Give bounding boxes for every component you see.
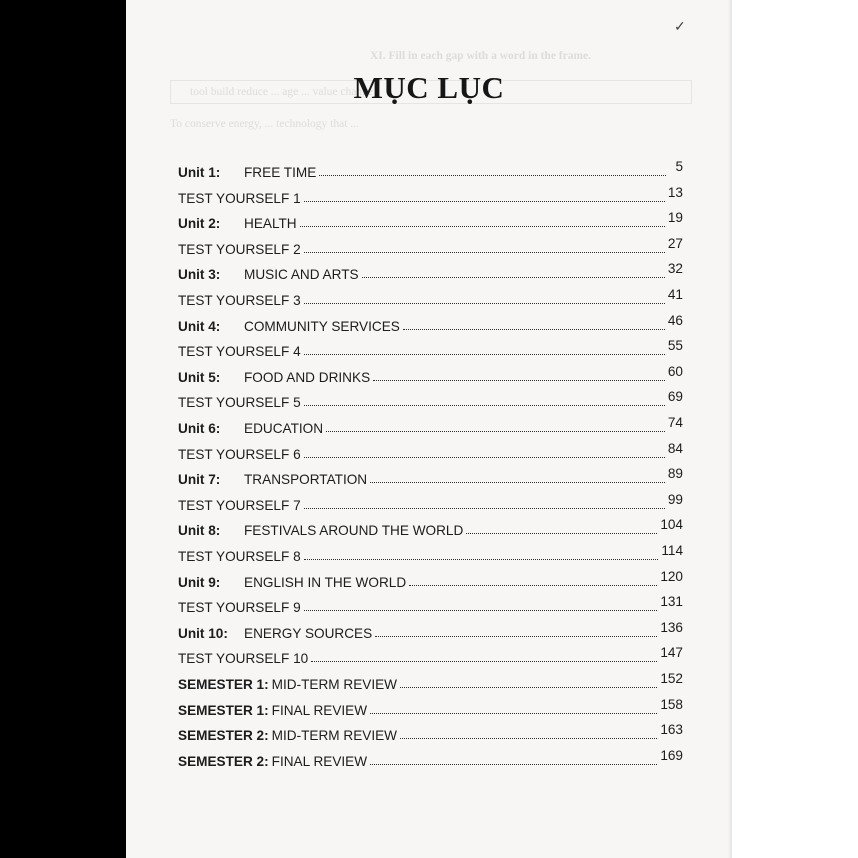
dot-leader: [326, 431, 665, 432]
toc-entry-page-number: 147: [660, 645, 683, 661]
toc-entry-label: Unit 9:: [178, 574, 221, 590]
toc-entry-unit: [178, 209, 683, 231]
toc-entry-label: Unit 6:: [178, 421, 221, 436]
dot-leader: [375, 636, 657, 637]
toc-entry-title: MID-TERM REVIEW: [271, 677, 398, 692]
toc-entry-page-number: 46: [667, 312, 683, 328]
toc-entry-semester: [178, 696, 683, 718]
toc-entry-unit: [178, 465, 683, 487]
toc-entry-page-number: 114: [661, 543, 683, 558]
bleed-through-word-bank: tool build reduce ... age ... value change: [190, 86, 373, 98]
toc-entry-page-number: 5: [675, 159, 683, 174]
toc-entry-page-number: 41: [667, 287, 683, 302]
scan-left-border: [0, 0, 126, 858]
toc-entry-title: FREE TIME: [244, 165, 317, 180]
dot-leader: [304, 354, 665, 355]
dot-leader: [304, 559, 659, 560]
dot-leader: [466, 533, 657, 534]
toc-entry-title: FOOD AND DRINKS: [244, 369, 371, 385]
toc-entry-page-number: 55: [667, 338, 683, 354]
dot-leader: [362, 277, 665, 278]
dot-leader: [304, 303, 665, 304]
toc-entry-test: [178, 593, 683, 615]
dot-leader: [400, 687, 657, 688]
toc-entry-label: SEMESTER 1:: [178, 702, 269, 718]
page-title: MỤC LỤC: [353, 70, 505, 105]
toc-entry-page-number: 32: [667, 261, 683, 277]
toc-entry-label: Unit 8:: [178, 523, 221, 539]
toc-entry-label: Unit 1:: [178, 165, 221, 180]
toc-entry-page-number: 169: [660, 747, 683, 763]
toc-entry-unit: [178, 568, 683, 590]
toc-entry-page-number: 89: [667, 466, 683, 482]
toc-entry-label: Unit 10:: [178, 625, 228, 641]
toc-entry-test: [178, 337, 683, 359]
toc-entry-unit: [178, 619, 683, 641]
bleed-through-line: To conserve energy, ... technology that ...: [170, 118, 359, 130]
dot-leader: [409, 585, 657, 586]
toc-entry-title: ENGLISH IN THE WORLD: [244, 574, 407, 590]
toc-entry-title: TEST YOURSELF 5: [178, 395, 301, 411]
book-page: [126, 0, 732, 858]
toc-entry-title: ENERGY SOURCES: [244, 625, 373, 641]
toc-entry-page-number: 120: [660, 568, 683, 584]
toc-entry-test: [178, 286, 683, 308]
dot-leader: [400, 738, 657, 739]
toc-entry-title: TEST YOURSELF 2: [178, 241, 301, 257]
toc-entry-page-number: 131: [660, 594, 683, 610]
scan-right-background: [732, 0, 858, 858]
toc-entry-unit: [178, 363, 683, 385]
toc-entry-page-number: 69: [667, 389, 683, 405]
toc-entry-page-number: 99: [667, 491, 683, 507]
toc-entry-page-number: 13: [667, 184, 683, 200]
toc-entry-semester: [178, 721, 683, 743]
toc-entry-title: TEST YOURSELF 8: [178, 549, 301, 564]
dot-leader: [370, 713, 657, 714]
dot-leader: [403, 329, 665, 330]
toc-entry-test: [178, 440, 683, 462]
toc-entry-semester: [178, 747, 683, 769]
toc-entry-test: [178, 235, 683, 257]
dot-leader: [373, 380, 665, 381]
dot-leader: [319, 175, 666, 176]
toc-entry-page-number: 60: [667, 363, 683, 379]
toc-entry-page-number: 84: [667, 440, 683, 456]
toc-entry-title: TEST YOURSELF 1: [178, 190, 301, 206]
toc-entry-unit: [178, 516, 683, 538]
toc-entry-page-number: 163: [660, 722, 683, 738]
toc-entry-unit: [178, 414, 683, 436]
toc-entry-unit: [178, 312, 683, 334]
toc-entry-title: FESTIVALS AROUND THE WORLD: [244, 523, 464, 539]
dot-leader: [311, 661, 657, 662]
toc-entry-unit: [178, 158, 683, 180]
toc-entry-test: [178, 388, 683, 410]
toc-entry-test: [178, 184, 683, 206]
dot-leader: [304, 252, 665, 253]
toc-entry-title: TEST YOURSELF 3: [178, 293, 301, 308]
toc-entry-title: FINAL REVIEW: [271, 753, 368, 769]
toc-entry-label: Unit 5:: [178, 369, 221, 385]
toc-entry-title: MID-TERM REVIEW: [271, 728, 398, 744]
toc-entry-page-number: 74: [667, 415, 683, 430]
toc-entry-title: TEST YOURSELF 9: [178, 600, 301, 616]
toc-entry-page-number: 136: [660, 619, 683, 635]
toc-entry-label: Unit 2:: [178, 216, 221, 232]
dot-leader: [370, 482, 665, 483]
toc-entry-title: COMMUNITY SERVICES: [244, 318, 400, 334]
dot-leader: [304, 610, 658, 611]
toc-entry-title: EDUCATION: [244, 421, 324, 436]
toc-entry-title: TEST YOURSELF 6: [178, 446, 301, 462]
toc-entry-unit: [178, 260, 683, 282]
toc-entry-title: TEST YOURSELF 7: [178, 497, 301, 513]
toc-entry-label: SEMESTER 2:: [178, 728, 269, 744]
dot-leader: [304, 201, 665, 202]
toc-entry-title: HEALTH: [244, 216, 297, 232]
toc-entry-label: SEMESTER 1:: [178, 677, 269, 692]
toc-entry-page-number: 104: [660, 517, 683, 533]
toc-entry-page-number: 19: [667, 210, 683, 226]
toc-entry-title: TEST YOURSELF 4: [178, 344, 301, 360]
toc-entry-title: MUSIC AND ARTS: [244, 267, 359, 283]
toc-entry-page-number: 27: [667, 235, 683, 251]
bleed-through-heading: XI. Fill in each gap with a word in the frame.: [370, 50, 592, 62]
toc-entry-title: TEST YOURSELF 10: [178, 651, 309, 667]
toc-entry-semester: [178, 670, 683, 692]
toc-entry-title: FINAL REVIEW: [271, 702, 368, 718]
dot-leader: [304, 508, 665, 509]
toc-entry-test: [178, 491, 683, 513]
toc-entry-page-number: 152: [660, 671, 683, 686]
toc-entry-label: Unit 3:: [178, 267, 221, 283]
toc-entry-label: Unit 4:: [178, 318, 221, 334]
toc-entry-label: SEMESTER 2:: [178, 753, 269, 769]
dot-leader: [300, 226, 665, 227]
toc-entry-label: Unit 7:: [178, 472, 221, 488]
dot-leader: [304, 405, 665, 406]
toc-entry-test: [178, 542, 683, 564]
check-mark: ✓: [674, 18, 686, 34]
dot-leader: [370, 764, 657, 765]
toc-entry-page-number: 158: [660, 696, 683, 712]
dot-leader: [304, 457, 665, 458]
toc-entry-title: TRANSPORTATION: [244, 472, 368, 488]
toc-entry-test: [178, 644, 683, 666]
